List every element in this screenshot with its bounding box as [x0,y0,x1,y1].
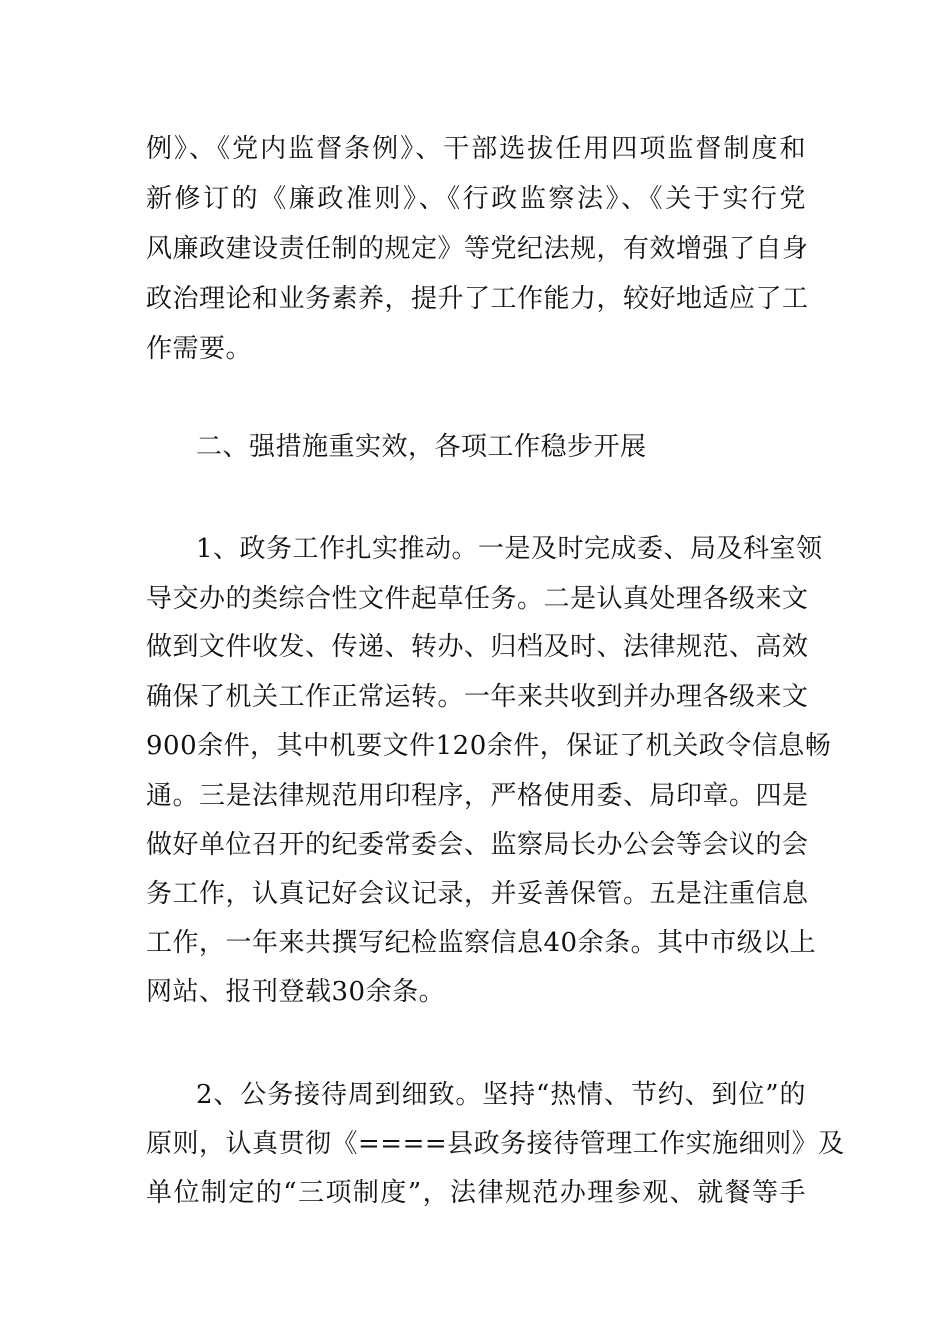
paragraph-line: 原则，认真贯彻《====县政务接待管理工作实施细则》及 [146,1129,845,1159]
paragraph-line: 2、公务接待周到细致。坚持“热情、节约、到位”的 [196,1080,806,1110]
paragraph-line: 工作，一年来共撰写纪检监察信息40余条。其中市级以上 [146,928,817,958]
paragraph-line: 例》、《党内监督条例》、干部选拔任用四项监督制度和 [146,134,806,164]
paragraph-line: 新修订的《廉政准则》、《行政监察法》、《关于实行党 [146,184,806,214]
paragraph-line: 作需要。 [146,334,253,364]
paragraph-line: 务工作，认真记好会议记录，并妥善保管。五是注重信息 [146,879,809,909]
paragraph-line: 通。三是法律规范用印程序，严格使用委、局印章。四是 [146,781,809,811]
paragraph-line: 单位制定的“三项制度”，法律规范办理参观、就餐等手 [146,1178,806,1208]
paragraph-line: 网站、报刊登载30余条。 [146,977,446,1007]
paragraph-line: 1、政务工作扎实推动。一是及时完成委、局及科室领 [196,534,823,564]
section-heading: 二、强措施重实效，各项工作稳步开展 [196,432,647,462]
paragraph-line: 政治理论和业务素养，提升了工作能力，较好地适应了工 [146,284,809,314]
paragraph-line: 导交办的类综合性文件起草任务。二是认真处理各级来文 [146,584,809,614]
paragraph-line: 做到文件收发、传递、转办、归档及时、法律规范、高效 [146,632,809,662]
paragraph-line: 做好单位召开的纪委常委会、监察局长办公会等会议的会 [146,830,809,860]
paragraph-line: 风廉政建设责任制的规定》等党纪法规，有效增强了自身 [146,234,809,264]
paragraph-line: 确保了机关工作正常运转。一年来共收到并办理各级来文 [146,682,809,712]
paragraph-line: 900余件，其中机要文件120余件，保证了机关政令信息畅 [146,731,832,761]
